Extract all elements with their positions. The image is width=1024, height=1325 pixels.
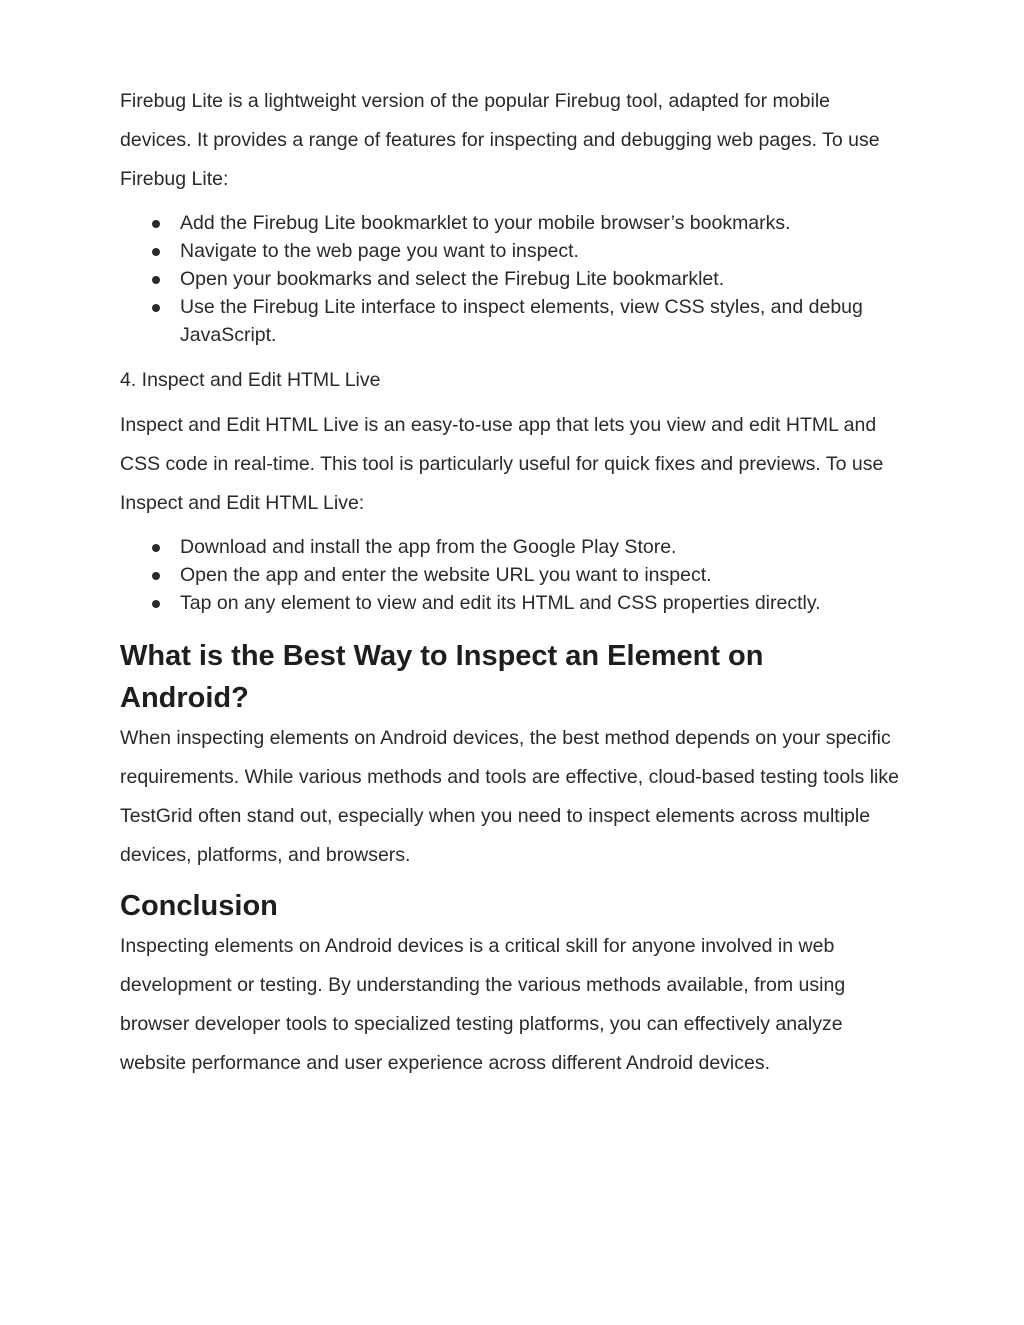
section4-steps-list	[120, 533, 920, 617]
list-item-text: Tap on any element to view and edit its HTML and CSS properties directly.	[180, 592, 821, 614]
bullet-icon	[152, 572, 160, 580]
document-page	[120, 82, 920, 1089]
bullet-icon	[152, 304, 160, 312]
intro-paragraph: Firebug Lite is a lightweight version of the popular Firebug tool, adapted for mobile devices. It provides a range of features for inspecting and debugging web pages. To use Firebug Lite:	[120, 90, 880, 190]
section4-title: 4. Inspect and Edit HTML Live	[120, 369, 381, 391]
list-item-text: Open the app and enter the website URL you want to inspect.	[180, 564, 712, 586]
section4-paragraph: Inspect and Edit HTML Live is an easy-to-use app that lets you view and edit HTML and CSS code in real-time. This tool is particularly useful for quick fixes and previews. To use Inspect and Edit HTML Live:	[120, 414, 884, 514]
list-item-text: Navigate to the web page you want to inspect.	[180, 240, 579, 262]
bullet-icon	[152, 544, 160, 552]
list-item	[120, 561, 920, 589]
list-item	[120, 265, 920, 293]
bullet-icon	[152, 276, 160, 284]
list-item-text: Download and install the app from the Google Play Store.	[180, 536, 677, 558]
bullet-icon	[152, 600, 160, 608]
bullet-icon	[152, 220, 160, 228]
best-way-heading: What is the Best Way to Inspect an Element on Android?	[120, 640, 764, 714]
best-way-paragraph: When inspecting elements on Android devices, the best method depends on your specific requirements. While various methods and tools are effective, cloud-based testing tools like TestGrid often stand out, especially when you need to inspect elements across multiple devices, platforms, and browsers.	[120, 727, 899, 866]
list-item	[120, 589, 920, 617]
list-item	[120, 209, 920, 237]
firebug-steps-list	[120, 209, 920, 349]
list-item-text: Add the Firebug Lite bookmarklet to your mobile browser’s bookmarks.	[180, 212, 791, 234]
list-item-text: Open your bookmarks and select the Firebug Lite bookmarklet.	[180, 268, 725, 290]
list-item-text: Use the Firebug Lite interface to inspect elements, view CSS styles, and debug JavaScript.	[180, 296, 863, 346]
bullet-icon	[152, 248, 160, 256]
conclusion-paragraph: Inspecting elements on Android devices is a critical skill for anyone involved in web development or testing. By understanding the various methods available, from using browser developer tools to specialized testing platforms, you can effectively analyze website performance and user experience across different Android devices.	[120, 935, 846, 1074]
list-item	[120, 533, 920, 561]
list-item	[120, 293, 920, 349]
conclusion-heading: Conclusion	[120, 890, 278, 922]
list-item	[120, 237, 920, 265]
